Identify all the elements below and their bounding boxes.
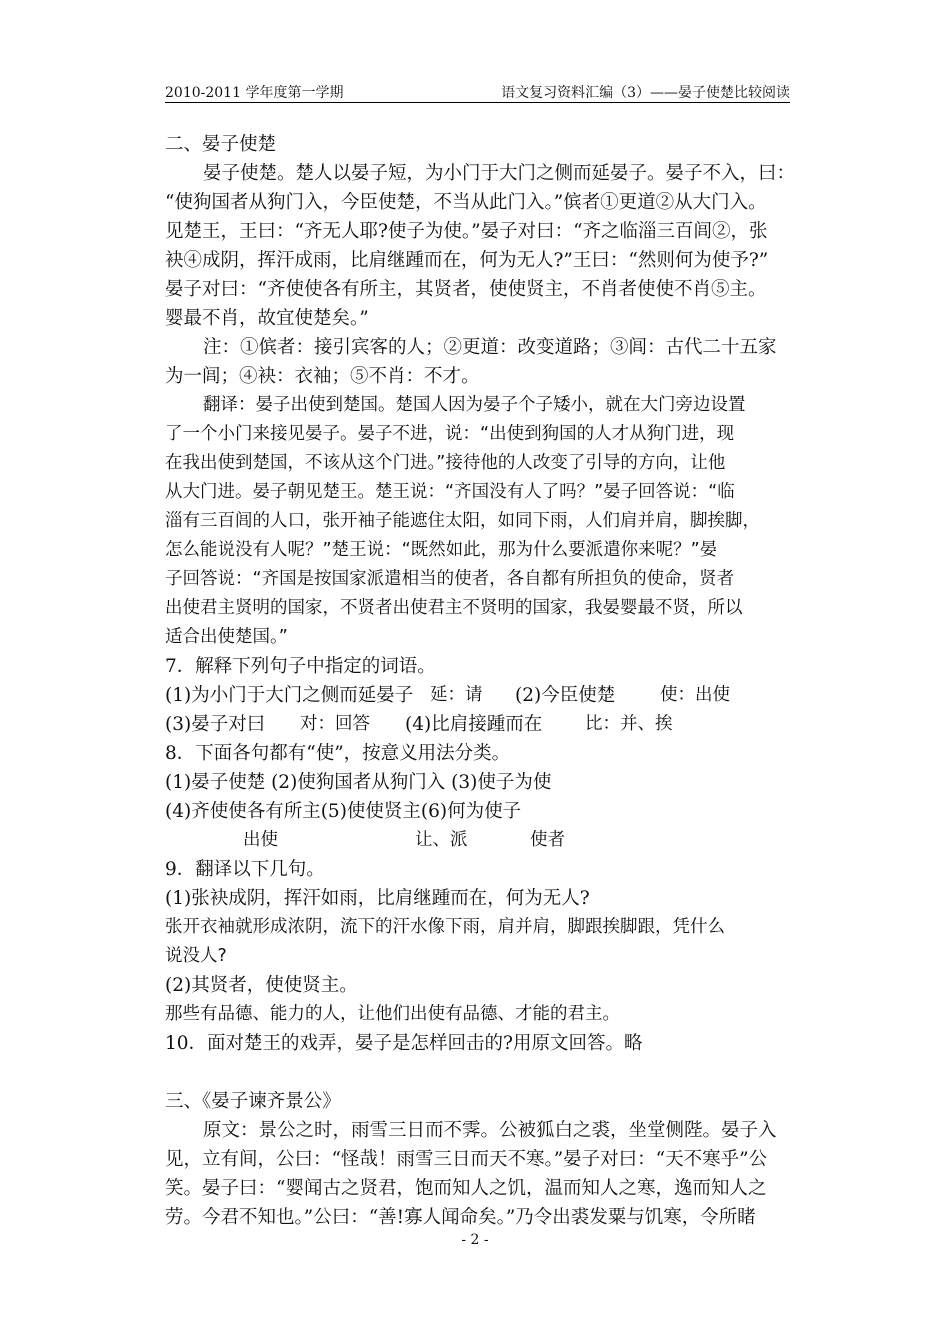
section-title: 三、《晏子谏齐景公》 <box>165 1091 341 1112</box>
original-text-line: 见，立有间，公曰：“怪哉！雨雪三日而天不寒。”晏子对曰：“天不寒乎”公 <box>165 1149 768 1170</box>
question-7-answer: 延：请 <box>430 685 483 705</box>
question-8-answers <box>165 826 795 855</box>
question-9-title: 9．翻译以下几句。 <box>165 859 325 880</box>
question-9-answer: 张开衣袖就形成浓阴，流下的汗水像下雨，肩并肩，脚跟挨脚跟，凭什么 <box>165 917 725 937</box>
question-9-sentence: (1)张袂成阴，挥汗如雨，比肩继踵而在，何为无人? <box>165 888 590 909</box>
translation-line: 从大门进。晏子朝见楚王。楚王说：“齐国没有人了吗？”晏子回答说：“临 <box>165 482 735 502</box>
original-text-line: 晏子使楚。楚人以晏子短，为小门于大门之侧而延晏子。晏子不入，曰： <box>203 163 796 184</box>
original-text-line: 袂④成阴，挥汗成雨，比肩继踵而在，何为无人?”王曰：“然则何为使予?” <box>165 250 769 271</box>
translation-line: 淄有三百闾的人口，张开袖子能遮住太阳，如同下雨，人们肩并肩，脚挨脚， <box>165 511 760 531</box>
page-body <box>165 130 795 1232</box>
spacer <box>165 1058 795 1087</box>
original-text-line: 笑。晏子曰：“婴闻古之贤君，饱而知人之饥，温而知人之寒，逸而知人之 <box>165 1178 767 1199</box>
question-7-title: 7．解释下列句子中指定的词语。 <box>165 656 436 677</box>
translation-line: 翻译：晏子出使到楚国。楚国人因为晏子个子矮小，就在大门旁边设置 <box>203 395 746 415</box>
translation-line: 适合出使楚国。” <box>165 627 288 647</box>
original-text-line: 见楚王，王曰：“齐无人耶?使子为使。”晏子对曰：“齐之临淄三百闾②，张 <box>165 221 768 242</box>
question-9-sentence: (2)其贤者，使使贤主。 <box>165 975 358 996</box>
translation-line: 怎么能说没有人呢？”楚王说：“既然如此，那为什么要派遣你来呢？”晏 <box>165 540 718 560</box>
question-7-row <box>165 681 795 710</box>
notes-line: 注：①傧者：接引宾客的人；②更道：改变道路；③闾：古代二十五家 <box>203 337 777 358</box>
question-7-answer: 对：回答 <box>300 714 370 734</box>
header-semester: 2010-2011 学年度第一学期 <box>165 85 344 101</box>
original-text-line: 婴最不肖，故宜使楚矣。” <box>165 308 369 329</box>
question-7-item: (4)比肩接踵而在 <box>405 714 543 735</box>
original-text-line: 原文：景公之时，雨雪三日而不霁。公被狐白之裘，坐堂侧陛。晏子入 <box>203 1120 777 1141</box>
translation-line: 出使君主贤明的国家，不贤者出使君主不贤明的国家，我晏婴最不贤，所以 <box>165 598 743 618</box>
page-number: - 2 - <box>461 1232 489 1248</box>
question-8-answer: 使者 <box>530 830 565 850</box>
section-title: 二、晏子使楚 <box>165 134 277 155</box>
translation-line: 在我出使到楚国，不该从这个门进。”接待他的人改变了引导的方向，让他 <box>165 453 726 473</box>
question-8-line: (1)晏子使楚 (2)使狗国者从狗门入 (3)使子为使 <box>165 772 552 793</box>
header-title: 语文复习资料汇编（3）——晏子使楚比较阅读 <box>501 85 790 101</box>
question-7-item: (1)为小门于大门之侧而延晏子 <box>165 685 414 706</box>
question-7-answer: 使：出使 <box>660 685 730 705</box>
translation-line: 子回答说：“齐国是按国家派遣相当的使者，各自都有所担负的使命，贤者 <box>165 569 735 589</box>
notes-line: 为一闾；④袂：衣袖；⑤不肖：不才。 <box>165 366 480 387</box>
question-8-line: (4)齐使使各有所主(5)使使贤主(6)何为使子 <box>165 801 522 822</box>
question-7-answer: 比：并、挨 <box>585 714 673 734</box>
question-10: 10．面对楚王的戏弄，晏子是怎样回击的?用原文回答。略 <box>165 1033 643 1054</box>
question-8-answer: 出使 <box>243 830 278 850</box>
original-text-line: 劳。今君不知也。”公曰：“善!寡人闻命矣。”乃令出裘发粟与饥寒，令所睹 <box>165 1207 756 1228</box>
original-text-line: 晏子对曰：“齐使使各有所主，其贤者，使使贤主，不肖者使使不肖⑤主。 <box>165 279 767 300</box>
question-8-title: 8．下面各句都有“使”，按意义用法分类。 <box>165 743 511 764</box>
translation-line: 了一个小门来接见晏子。晏子不进，说：“出使到狗国的人才从狗门进，现 <box>165 424 735 444</box>
original-text-line: “使狗国者从狗门入，今臣使楚，不当从此门入。”傧者①更道②从大门入。 <box>165 192 767 213</box>
question-7-item: (2)今臣使楚 <box>515 685 616 706</box>
question-9-answer: 说没人? <box>165 946 227 966</box>
page-header <box>165 80 790 103</box>
question-7-row <box>165 710 795 739</box>
question-7-item: (3)晏子对曰 <box>165 714 266 735</box>
question-9-answer: 那些有品德、能力的人，让他们出使有品德、才能的君主。 <box>165 1004 620 1024</box>
question-8-answer: 让、派 <box>415 830 468 850</box>
